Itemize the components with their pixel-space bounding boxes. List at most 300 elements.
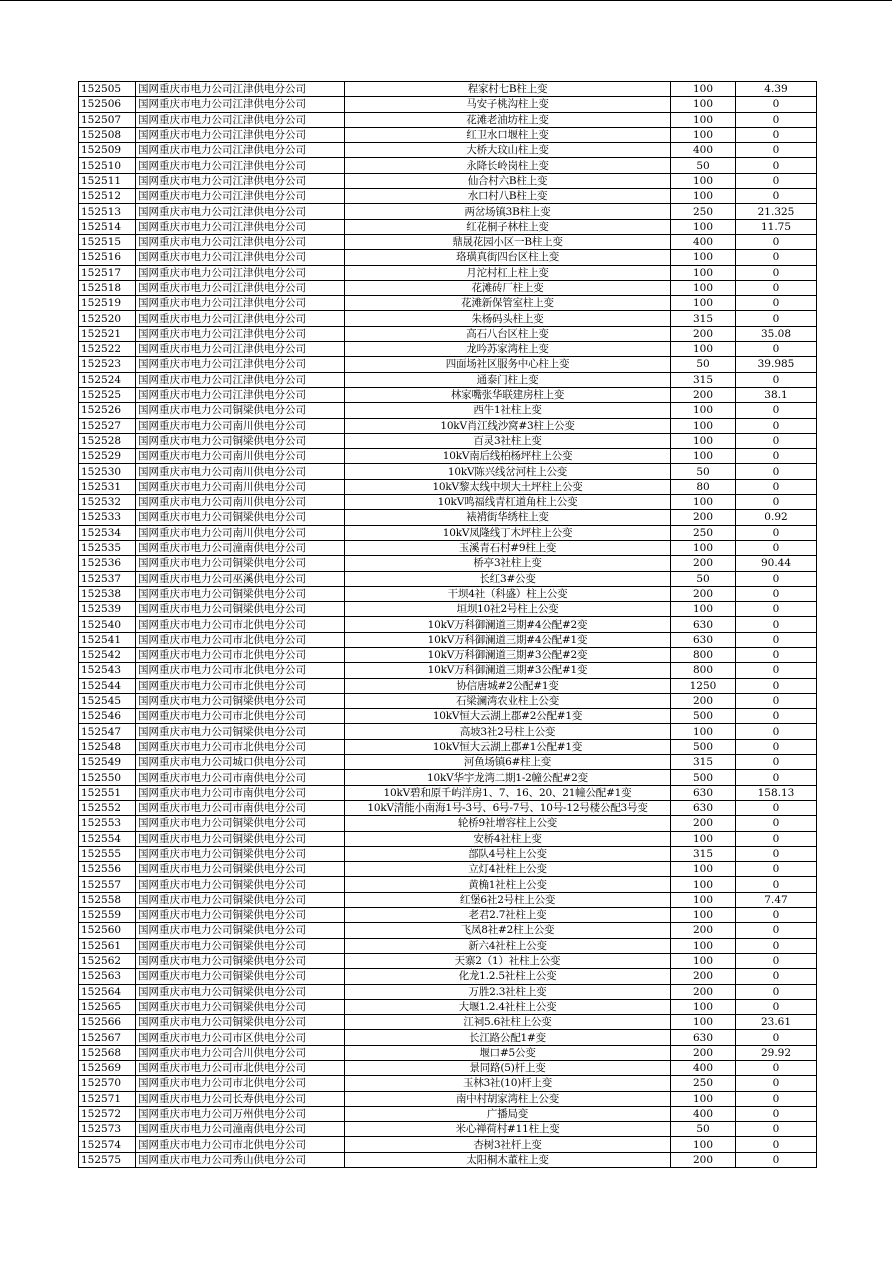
company-cell: 国网重庆市电力公司南川供电分公司: [136, 525, 345, 540]
transformer-name-cell: 部队4号柱上公变: [345, 846, 671, 861]
capacity-cell: 100: [671, 831, 736, 846]
row-id-cell: 152567: [79, 1030, 136, 1045]
row-id-cell: 152555: [79, 846, 136, 861]
table-row: [79, 586, 817, 601]
row-id-cell: 152545: [79, 693, 136, 708]
row-id-cell: 152537: [79, 571, 136, 586]
table-row: [79, 602, 817, 617]
capacity-cell: 800: [671, 647, 736, 662]
table-row: [79, 632, 817, 647]
company-cell: 国网重庆市电力公司铜梁供电分公司: [136, 693, 345, 708]
value-cell: 0: [736, 173, 817, 188]
table-row: [79, 984, 817, 999]
value-cell: 0: [736, 1061, 817, 1076]
row-id-cell: 152563: [79, 969, 136, 984]
company-cell: 国网重庆市电力公司市区供电分公司: [136, 1030, 345, 1045]
capacity-cell: 250: [671, 204, 736, 219]
capacity-cell: 800: [671, 663, 736, 678]
value-cell: 35.08: [736, 326, 817, 341]
capacity-cell: 400: [671, 234, 736, 249]
company-cell: 国网重庆市电力公司铜梁供电分公司: [136, 433, 345, 448]
row-id-cell: 152543: [79, 663, 136, 678]
value-cell: 0: [736, 525, 817, 540]
company-cell: 国网重庆市电力公司潼南供电分公司: [136, 1122, 345, 1137]
transformer-name-cell: 太阳桐木董柱上变: [345, 1152, 671, 1167]
capacity-cell: 630: [671, 800, 736, 815]
company-cell: 国网重庆市电力公司铜梁供电分公司: [136, 969, 345, 984]
value-cell: 0: [736, 923, 817, 938]
row-id-cell: 152561: [79, 938, 136, 953]
company-cell: 国网重庆市电力公司江津供电分公司: [136, 127, 345, 142]
value-cell: 11.75: [736, 219, 817, 234]
table-row: [79, 311, 817, 326]
capacity-cell: 200: [671, 326, 736, 341]
capacity-cell: 100: [671, 265, 736, 280]
table-row: [79, 296, 817, 311]
value-cell: 0: [736, 449, 817, 464]
row-id-cell: 152569: [79, 1061, 136, 1076]
capacity-cell: 200: [671, 693, 736, 708]
transformer-name-cell: 10kV万科御澜道三期#4公配#2变: [345, 617, 671, 632]
company-cell: 国网重庆市电力公司市北供电分公司: [136, 1061, 345, 1076]
value-cell: 0: [736, 403, 817, 418]
capacity-cell: 630: [671, 632, 736, 647]
company-cell: 国网重庆市电力公司江津供电分公司: [136, 280, 345, 295]
row-id-cell: 152513: [79, 204, 136, 219]
transformer-name-cell: 水口村八B柱上变: [345, 189, 671, 204]
capacity-cell: 100: [671, 189, 736, 204]
value-cell: 0: [736, 296, 817, 311]
capacity-cell: 100: [671, 602, 736, 617]
table-row: [79, 234, 817, 249]
table-row: [79, 831, 817, 846]
table-row: [79, 846, 817, 861]
row-id-cell: 152564: [79, 984, 136, 999]
company-cell: 国网重庆市电力公司铜梁供电分公司: [136, 908, 345, 923]
company-cell: 国网重庆市电力公司江津供电分公司: [136, 342, 345, 357]
transformer-name-cell: 杏树3社杆上变: [345, 1137, 671, 1152]
table-row: [79, 326, 817, 341]
transformer-name-cell: 红花桐子林柱上变: [345, 219, 671, 234]
row-id-cell: 152542: [79, 647, 136, 662]
table-row: [79, 265, 817, 280]
row-id-cell: 152535: [79, 540, 136, 555]
transformer-name-cell: 永降长岭岗柱上变: [345, 158, 671, 173]
transformer-name-cell: 百灵3社柱上变: [345, 433, 671, 448]
row-id-cell: 152547: [79, 724, 136, 739]
capacity-cell: 100: [671, 296, 736, 311]
value-cell: 158.13: [736, 785, 817, 800]
capacity-cell: 100: [671, 280, 736, 295]
value-cell: 0: [736, 1076, 817, 1091]
capacity-cell: 100: [671, 403, 736, 418]
capacity-cell: 200: [671, 1045, 736, 1060]
row-id-cell: 152557: [79, 877, 136, 892]
value-cell: 39.985: [736, 357, 817, 372]
company-cell: 国网重庆市电力公司铜梁供电分公司: [136, 831, 345, 846]
transformer-name-cell: 通泰门柱上变: [345, 372, 671, 387]
capacity-cell: 100: [671, 127, 736, 142]
table-row: [79, 143, 817, 158]
company-cell: 国网重庆市电力公司铜梁供电分公司: [136, 862, 345, 877]
row-id-cell: 152554: [79, 831, 136, 846]
table-row: [79, 1061, 817, 1076]
company-cell: 国网重庆市电力公司铜梁供电分公司: [136, 938, 345, 953]
company-cell: 国网重庆市电力公司铜梁供电分公司: [136, 816, 345, 831]
row-id-cell: 152549: [79, 755, 136, 770]
table-row: [79, 525, 817, 540]
capacity-cell: 100: [671, 219, 736, 234]
table-row: [79, 923, 817, 938]
table-row: [79, 449, 817, 464]
capacity-cell: 250: [671, 1076, 736, 1091]
transformer-name-cell: 天寨2（1）社柱上公变: [345, 953, 671, 968]
row-id-cell: 152538: [79, 586, 136, 601]
row-id-cell: 152553: [79, 816, 136, 831]
table-row: [79, 158, 817, 173]
transformer-name-cell: 南中村胡家湾柱上公变: [345, 1091, 671, 1106]
company-cell: 国网重庆市电力公司铜梁供电分公司: [136, 556, 345, 571]
value-cell: 0: [736, 234, 817, 249]
row-id-cell: 152510: [79, 158, 136, 173]
company-cell: 国网重庆市电力公司铜梁供电分公司: [136, 510, 345, 525]
table-row: [79, 189, 817, 204]
transformer-name-cell: 10kV陈兴线岔河柱上公变: [345, 464, 671, 479]
table-row: [79, 97, 817, 112]
row-id-cell: 152534: [79, 525, 136, 540]
capacity-cell: 200: [671, 923, 736, 938]
value-cell: 0: [736, 158, 817, 173]
capacity-cell: 100: [671, 953, 736, 968]
row-id-cell: 152560: [79, 923, 136, 938]
capacity-cell: 400: [671, 143, 736, 158]
value-cell: 29.92: [736, 1045, 817, 1060]
table-row: [79, 647, 817, 662]
company-cell: 国网重庆市电力公司铜梁供电分公司: [136, 403, 345, 418]
row-id-cell: 152511: [79, 173, 136, 188]
transformer-name-cell: 仙合村六B柱上变: [345, 173, 671, 188]
capacity-cell: 400: [671, 1106, 736, 1121]
table-row: [79, 1106, 817, 1121]
table-row: [79, 571, 817, 586]
value-cell: 0: [736, 846, 817, 861]
transformer-name-cell: 安桥4社柱上变: [345, 831, 671, 846]
value-cell: 0: [736, 250, 817, 265]
company-cell: 国网重庆市电力公司市北供电分公司: [136, 663, 345, 678]
row-id-cell: 152517: [79, 265, 136, 280]
table-row: [79, 1122, 817, 1137]
table-row: [79, 127, 817, 142]
transformer-name-cell: 飞凤8社#2柱上公变: [345, 923, 671, 938]
table-row: [79, 357, 817, 372]
table-row: [79, 82, 817, 97]
value-cell: 0: [736, 418, 817, 433]
row-id-cell: 152565: [79, 999, 136, 1014]
value-cell: 23.61: [736, 1015, 817, 1030]
company-cell: 国网重庆市电力公司市南供电分公司: [136, 800, 345, 815]
value-cell: 0: [736, 999, 817, 1014]
company-cell: 国网重庆市电力公司长寿供电分公司: [136, 1091, 345, 1106]
row-id-cell: 152562: [79, 953, 136, 968]
row-id-cell: 152506: [79, 97, 136, 112]
row-id-cell: 152550: [79, 770, 136, 785]
table-row: [79, 617, 817, 632]
value-cell: 0: [736, 617, 817, 632]
transformer-name-cell: 10kV万科御澜道三期#3公配#1变: [345, 663, 671, 678]
company-cell: 国网重庆市电力公司江津供电分公司: [136, 372, 345, 387]
table-row: [79, 112, 817, 127]
value-cell: 0: [736, 602, 817, 617]
capacity-cell: 100: [671, 112, 736, 127]
transformer-name-cell: 10kV南后线柏杨坪柱上公变: [345, 449, 671, 464]
transformer-name-cell: 老君2.7社柱上变: [345, 908, 671, 923]
transformer-name-cell: 轮桥9社增容柱上公变: [345, 816, 671, 831]
company-cell: 国网重庆市电力公司南川供电分公司: [136, 479, 345, 494]
value-cell: 4.39: [736, 82, 817, 97]
table-row: [79, 709, 817, 724]
row-id-cell: 152532: [79, 495, 136, 510]
transformer-name-cell: 10kV万科御澜道三期#3公配#2变: [345, 647, 671, 662]
row-id-cell: 152573: [79, 1122, 136, 1137]
company-cell: 国网重庆市电力公司市南供电分公司: [136, 785, 345, 800]
capacity-cell: 315: [671, 755, 736, 770]
row-id-cell: 152551: [79, 785, 136, 800]
capacity-cell: 100: [671, 495, 736, 510]
company-cell: 国网重庆市电力公司市南供电分公司: [136, 770, 345, 785]
company-cell: 国网重庆市电力公司江津供电分公司: [136, 173, 345, 188]
row-id-cell: 152514: [79, 219, 136, 234]
row-id-cell: 152505: [79, 82, 136, 97]
capacity-cell: 315: [671, 846, 736, 861]
company-cell: 国网重庆市电力公司江津供电分公司: [136, 204, 345, 219]
value-cell: 0: [736, 1030, 817, 1045]
capacity-cell: 250: [671, 525, 736, 540]
company-cell: 国网重庆市电力公司江津供电分公司: [136, 189, 345, 204]
table-row: [79, 510, 817, 525]
value-cell: 0: [736, 1137, 817, 1152]
transformer-name-cell: 10kV万科御澜道三期#4公配#1变: [345, 632, 671, 647]
transformer-name-cell: 花滩新保管室柱上变: [345, 296, 671, 311]
capacity-cell: 630: [671, 785, 736, 800]
table-row: [79, 1030, 817, 1045]
company-cell: 国网重庆市电力公司南川供电分公司: [136, 495, 345, 510]
company-cell: 国网重庆市电力公司铜梁供电分公司: [136, 1015, 345, 1030]
table-row: [79, 969, 817, 984]
value-cell: 0: [736, 112, 817, 127]
capacity-cell: 80: [671, 479, 736, 494]
row-id-cell: 152559: [79, 908, 136, 923]
table-row: [79, 433, 817, 448]
value-cell: 0: [736, 755, 817, 770]
table-row: [79, 739, 817, 754]
row-id-cell: 152519: [79, 296, 136, 311]
table-row: [79, 1137, 817, 1152]
company-cell: 国网重庆市电力公司江津供电分公司: [136, 326, 345, 341]
value-cell: 0: [736, 1106, 817, 1121]
company-cell: 国网重庆市电力公司江津供电分公司: [136, 97, 345, 112]
row-id-cell: 152521: [79, 326, 136, 341]
table-row: [79, 219, 817, 234]
table-row: [79, 173, 817, 188]
company-cell: 国网重庆市电力公司市北供电分公司: [136, 1076, 345, 1091]
transformer-name-cell: 四面场社区服务中心柱上变: [345, 357, 671, 372]
row-id-cell: 152518: [79, 280, 136, 295]
transformer-name-cell: 立灯4社柱上公变: [345, 862, 671, 877]
value-cell: 90.44: [736, 556, 817, 571]
transformer-name-cell: 林家嘴张华联建房柱上变: [345, 387, 671, 402]
row-id-cell: 152522: [79, 342, 136, 357]
transformer-name-cell: 大堰1.2.4社柱上公变: [345, 999, 671, 1014]
transformer-name-cell: 红卫水口堰柱上变: [345, 127, 671, 142]
table-row: [79, 1015, 817, 1030]
value-cell: 0: [736, 647, 817, 662]
capacity-cell: 100: [671, 908, 736, 923]
capacity-cell: 315: [671, 311, 736, 326]
transformer-name-cell: 朱杨码头柱上变: [345, 311, 671, 326]
row-id-cell: 152540: [79, 617, 136, 632]
table-row: [79, 953, 817, 968]
company-cell: 国网重庆市电力公司合川供电分公司: [136, 1045, 345, 1060]
capacity-cell: 100: [671, 1137, 736, 1152]
row-id-cell: 152541: [79, 632, 136, 647]
capacity-cell: 100: [671, 97, 736, 112]
row-id-cell: 152568: [79, 1045, 136, 1060]
company-cell: 国网重庆市电力公司江津供电分公司: [136, 357, 345, 372]
value-cell: 0: [736, 433, 817, 448]
value-cell: 0: [736, 678, 817, 693]
transformer-name-cell: 两岔场镇3B柱上变: [345, 204, 671, 219]
company-cell: 国网重庆市电力公司万州供电分公司: [136, 1106, 345, 1121]
company-cell: 国网重庆市电力公司市北供电分公司: [136, 632, 345, 647]
value-cell: 0: [736, 1091, 817, 1106]
table-row: [79, 800, 817, 815]
capacity-cell: 200: [671, 387, 736, 402]
transformer-name-cell: 协信唐城#2公配#1变: [345, 678, 671, 693]
capacity-cell: 200: [671, 1152, 736, 1167]
value-cell: 0: [736, 342, 817, 357]
table-body: [79, 82, 817, 1168]
table-row: [79, 938, 817, 953]
capacity-cell: 100: [671, 892, 736, 907]
company-cell: 国网重庆市电力公司铜梁供电分公司: [136, 724, 345, 739]
table-row: [79, 204, 817, 219]
transformer-name-cell: 10kV恒大云湖上郡#2公配#1变: [345, 709, 671, 724]
table-row: [79, 908, 817, 923]
value-cell: 0: [736, 265, 817, 280]
transformer-name-cell: 高石八台区柱上变: [345, 326, 671, 341]
table-row: [79, 678, 817, 693]
table-row: [79, 540, 817, 555]
company-cell: 国网重庆市电力公司市北供电分公司: [136, 617, 345, 632]
capacity-cell: 200: [671, 969, 736, 984]
transformer-table: [78, 81, 817, 1168]
transformer-name-cell: 10kV恒大云湖上郡#1公配#1变: [345, 739, 671, 754]
capacity-cell: 400: [671, 1061, 736, 1076]
row-id-cell: 152571: [79, 1091, 136, 1106]
capacity-cell: 50: [671, 158, 736, 173]
row-id-cell: 152524: [79, 372, 136, 387]
table-row: [79, 387, 817, 402]
company-cell: 国网重庆市电力公司巫溪供电分公司: [136, 571, 345, 586]
table-row: [79, 556, 817, 571]
value-cell: 0: [736, 586, 817, 601]
company-cell: 国网重庆市电力公司城口供电分公司: [136, 755, 345, 770]
capacity-cell: 100: [671, 449, 736, 464]
company-cell: 国网重庆市电力公司南川供电分公司: [136, 449, 345, 464]
transformer-name-cell: 干坝4社（科盛）柱上公变: [345, 586, 671, 601]
capacity-cell: 100: [671, 433, 736, 448]
capacity-cell: 315: [671, 372, 736, 387]
row-id-cell: 152529: [79, 449, 136, 464]
table-row: [79, 372, 817, 387]
company-cell: 国网重庆市电力公司市北供电分公司: [136, 647, 345, 662]
company-cell: 国网重庆市电力公司江津供电分公司: [136, 311, 345, 326]
table-row: [79, 342, 817, 357]
row-id-cell: 152523: [79, 357, 136, 372]
row-id-cell: 152566: [79, 1015, 136, 1030]
top-border-line: [0, 0, 892, 1]
row-id-cell: 152525: [79, 387, 136, 402]
company-cell: 国网重庆市电力公司秀山供电分公司: [136, 1152, 345, 1167]
value-cell: 0: [736, 632, 817, 647]
transformer-name-cell: 西牛1社柱上变: [345, 403, 671, 418]
row-id-cell: 152539: [79, 602, 136, 617]
company-cell: 国网重庆市电力公司江津供电分公司: [136, 265, 345, 280]
capacity-cell: 100: [671, 250, 736, 265]
company-cell: 国网重庆市电力公司铜梁供电分公司: [136, 923, 345, 938]
capacity-cell: 100: [671, 938, 736, 953]
value-cell: 7.47: [736, 892, 817, 907]
value-cell: 0: [736, 1122, 817, 1137]
value-cell: 0: [736, 1152, 817, 1167]
transformer-name-cell: 垣坝10社2号柱上公变: [345, 602, 671, 617]
row-id-cell: 152558: [79, 892, 136, 907]
transformer-name-cell: 红堡6社2号柱上公变: [345, 892, 671, 907]
capacity-cell: 630: [671, 617, 736, 632]
capacity-cell: 50: [671, 1122, 736, 1137]
table-row: [79, 1076, 817, 1091]
company-cell: 国网重庆市电力公司市北供电分公司: [136, 739, 345, 754]
company-cell: 国网重庆市电力公司江津供电分公司: [136, 112, 345, 127]
transformer-name-cell: 大桥大玟山柱上变: [345, 143, 671, 158]
table-row: [79, 250, 817, 265]
transformer-name-cell: 10kV鸣福线青杠道角柱上公变: [345, 495, 671, 510]
row-id-cell: 152508: [79, 127, 136, 142]
company-cell: 国网重庆市电力公司江津供电分公司: [136, 143, 345, 158]
capacity-cell: 50: [671, 357, 736, 372]
value-cell: 0: [736, 816, 817, 831]
capacity-cell: 500: [671, 709, 736, 724]
row-id-cell: 152509: [79, 143, 136, 158]
table-row: [79, 770, 817, 785]
capacity-cell: 200: [671, 816, 736, 831]
company-cell: 国网重庆市电力公司江津供电分公司: [136, 82, 345, 97]
company-cell: 国网重庆市电力公司江津供电分公司: [136, 250, 345, 265]
value-cell: 0: [736, 189, 817, 204]
capacity-cell: 50: [671, 464, 736, 479]
value-cell: 0: [736, 953, 817, 968]
value-cell: 0: [736, 495, 817, 510]
row-id-cell: 152572: [79, 1106, 136, 1121]
transformer-name-cell: 马安子桃沟柱上变: [345, 97, 671, 112]
value-cell: 0: [736, 127, 817, 142]
value-cell: 0: [736, 97, 817, 112]
value-cell: 0: [736, 464, 817, 479]
table-row: [79, 495, 817, 510]
row-id-cell: 152575: [79, 1152, 136, 1167]
company-cell: 国网重庆市电力公司铜梁供电分公司: [136, 999, 345, 1014]
company-cell: 国网重庆市电力公司南川供电分公司: [136, 464, 345, 479]
